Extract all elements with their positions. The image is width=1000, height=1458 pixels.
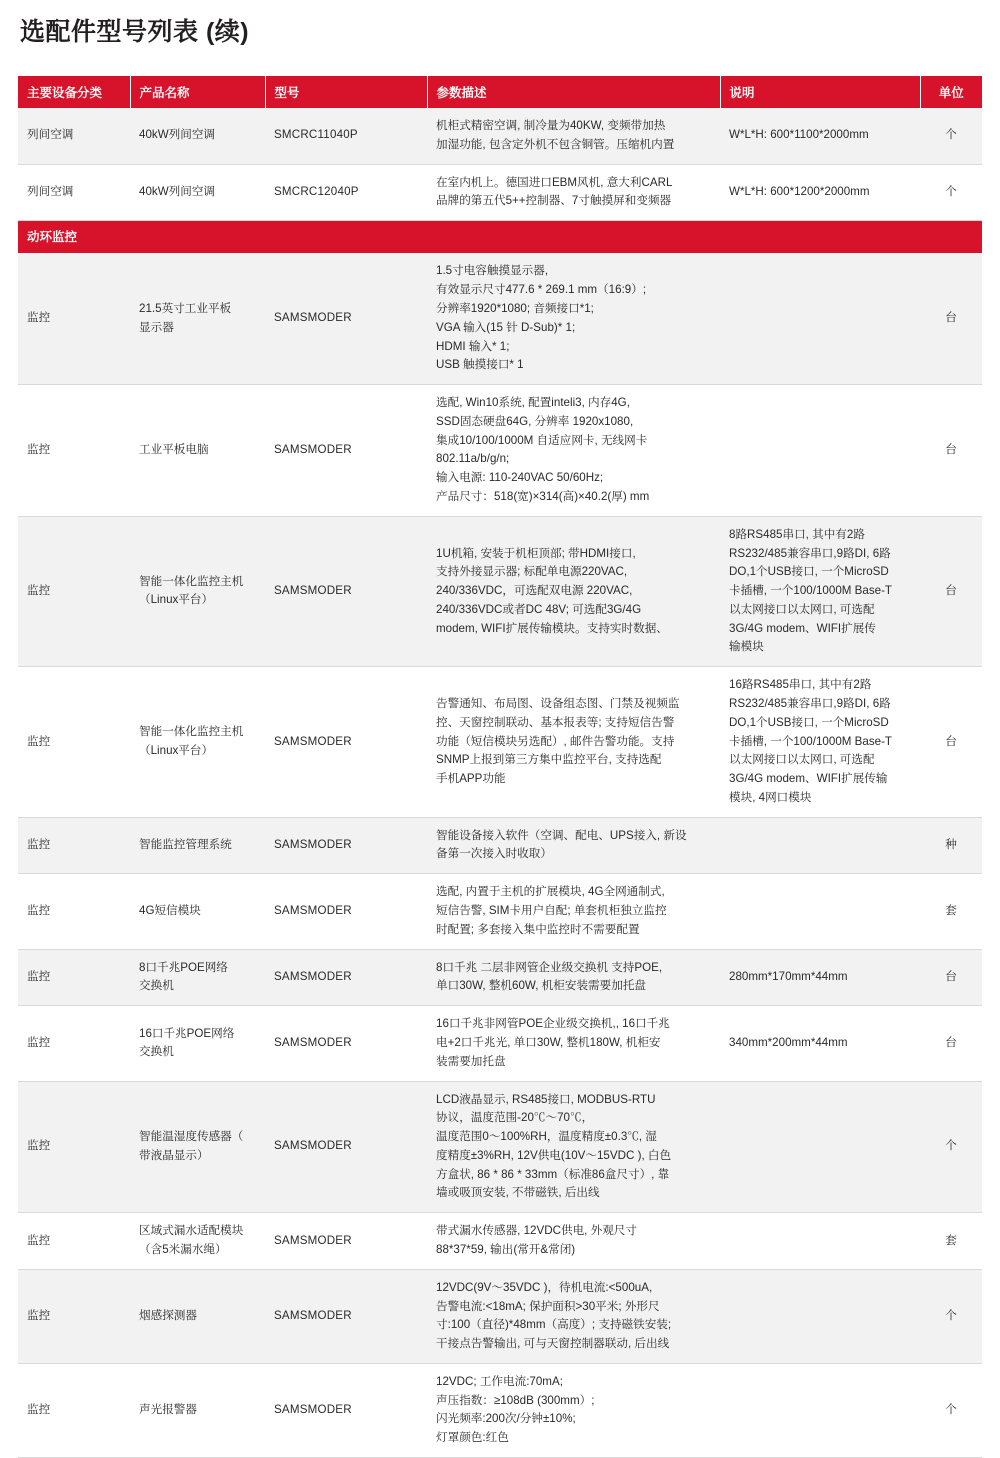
cell-unit <box>920 253 982 384</box>
text-line: 智能温湿度传感器（ <box>139 1130 244 1144</box>
text-line: 干接点告警输出, 可与天窗控制器联动, 后出线 <box>436 1337 670 1351</box>
cell-unit <box>920 1006 982 1081</box>
cell-description <box>720 164 920 221</box>
text-line: 套 <box>945 904 957 918</box>
text-line: 3G/4G modem、WIFI扩展传输 <box>729 772 888 786</box>
text-line: SAMSMODER <box>274 969 352 983</box>
table-header <box>18 76 982 108</box>
text-line: SMCRC11040P <box>274 128 358 142</box>
text-line: 产品尺寸：518(宽)×314(高)×40.2(厚) mm <box>436 489 650 503</box>
text-line: 个 <box>945 128 957 142</box>
cell-unit <box>920 817 982 874</box>
text-line: SAMSMODER <box>274 1308 352 1322</box>
text-line: 套 <box>945 1233 957 1247</box>
cell-category <box>18 949 130 1006</box>
cell-category <box>18 1081 130 1213</box>
cell-product-name <box>130 874 265 949</box>
text-line: DO,1个USB接口, 一个MicroSD <box>729 715 889 729</box>
text-line: 1U机箱, 安装于机柜顶部; 带HDMI接口, <box>436 546 636 560</box>
cell-description <box>720 253 920 384</box>
text-line: 以太网接口以太网口, 可选配 <box>729 602 875 616</box>
text-line: 输入电源: 110-240VAC 50/60Hz; <box>436 471 604 485</box>
table-row <box>18 253 982 384</box>
table-row <box>18 949 982 1006</box>
cell-model <box>265 1363 427 1457</box>
cell-parameters <box>427 1269 720 1363</box>
cell-unit <box>920 164 982 221</box>
text-line: 智能一体化监控主机 <box>139 725 244 739</box>
text-line: 单口30W, 整机60W, 机柜安装需要加托盘 <box>436 979 647 993</box>
table-row <box>18 874 982 949</box>
text-line: 88*37*59, 输出(常开&常闭) <box>436 1242 576 1256</box>
text-line: SAMSMODER <box>274 443 352 457</box>
cell-description <box>720 108 920 164</box>
cell-description <box>720 385 920 517</box>
cell-model <box>265 1269 427 1363</box>
text-line: 监控 <box>27 443 51 457</box>
text-line: RS232/485兼容串口,9路DI, 6路 <box>729 697 891 710</box>
cell-model <box>265 817 427 874</box>
text-line: 12VDC; 工作电流:70mA; <box>436 1374 563 1388</box>
table-row <box>18 108 982 164</box>
text-line: 8路RS485串口, 其中有2路 <box>729 527 865 541</box>
text-line: 模块, 4网口模块 <box>729 790 812 804</box>
text-line: 监控 <box>27 1139 51 1153</box>
cell-description <box>720 516 920 666</box>
text-line: 在室内机上。德国进口EBM风机, 意大利CARL <box>436 175 673 189</box>
cell-product-name <box>130 817 265 874</box>
text-line: DO,1个USB接口, 一个MicroSD <box>729 565 889 579</box>
text-line: 列间空调 <box>27 128 74 142</box>
text-line: 监控 <box>27 904 51 918</box>
cell-parameters <box>427 1213 720 1270</box>
cell-unit <box>920 1081 982 1213</box>
text-line: SMCRC12040P <box>274 184 359 198</box>
text-line: SSD固态硬盘64G, 分辨率 1920x1080, <box>436 414 634 428</box>
text-line: SAMSMODER <box>274 311 352 325</box>
cell-product-name <box>130 1006 265 1081</box>
text-line: 带液晶显示） <box>139 1148 209 1162</box>
text-line: 监控 <box>27 1233 51 1247</box>
text-line: 240/336VDC，可选配双电源 220VAC, <box>436 584 633 598</box>
cell-unit <box>920 1363 982 1457</box>
table-row <box>18 1006 982 1081</box>
text-line: 台 <box>945 311 957 325</box>
cell-unit <box>920 516 982 666</box>
cell-product-name <box>130 667 265 817</box>
text-line: 280mm*170mm*44mm <box>729 969 848 983</box>
text-line: 智能一体化监控主机 <box>139 574 244 588</box>
cell-model <box>265 874 427 949</box>
table-row <box>18 1269 982 1363</box>
cell-description <box>720 667 920 817</box>
cell-parameters <box>427 949 720 1006</box>
text-line: 监控 <box>27 969 51 983</box>
text-line: W*L*H: 600*1200*2000mm <box>729 184 870 198</box>
text-line: 列间空调 <box>27 184 74 198</box>
cell-description <box>720 1363 920 1457</box>
text-line: 手机APP功能 <box>436 772 506 786</box>
text-line: 交换机 <box>139 1045 174 1059</box>
table-row <box>18 817 982 874</box>
cell-category <box>18 164 130 221</box>
text-line: SAMSMODER <box>274 838 352 852</box>
cell-description <box>720 817 920 874</box>
text-line: 烟感探测器 <box>139 1308 197 1322</box>
table-row <box>18 164 982 221</box>
text-line: 21.5英寸工业平板 <box>139 301 232 315</box>
cell-parameters <box>427 874 720 949</box>
text-line: （Linux平台） <box>139 743 214 757</box>
cell-product-name <box>130 1363 265 1457</box>
text-line: SNMP上报到第三方集中监控平台, 支持选配 <box>436 753 662 767</box>
text-line: SAMSMODER <box>274 1403 352 1417</box>
cell-category <box>18 1363 130 1457</box>
cell-product-name <box>130 516 265 666</box>
text-line: 台 <box>945 584 957 598</box>
text-line: 备第一次接入时收取） <box>436 847 552 861</box>
column-header-description: 说明 <box>720 76 920 108</box>
text-line: 选配, Win10系统, 配置inteli3, 内存4G, <box>436 396 630 410</box>
page-title: 选配件型号列表 (续) <box>20 18 250 46</box>
text-line: SAMSMODER <box>274 734 352 748</box>
cell-model <box>265 1213 427 1270</box>
text-line: 显示器 <box>139 320 174 334</box>
text-line: 1.5寸电容触摸显示器, <box>436 264 549 278</box>
cell-model <box>265 108 427 164</box>
cell-description <box>720 1081 920 1213</box>
cell-model <box>265 253 427 384</box>
text-line: 有效显示尺寸477.6 * 269.1 mm（16:9）; <box>436 283 647 297</box>
cell-product-name <box>130 1081 265 1213</box>
text-line: 支持外接显示器; 标配单电源220VAC, <box>436 565 628 579</box>
text-line: 240/336VDC或者DC 48V; 可选配3G/4G <box>436 602 642 616</box>
text-line: 机柜式精密空调, 制冷量为40KW, 变频带加热 <box>436 119 666 132</box>
text-line: 时配置; 多套接入集中监控时不需要配置 <box>436 922 640 936</box>
cell-description <box>720 874 920 949</box>
cell-category <box>18 1213 130 1270</box>
text-line: 个 <box>945 184 957 198</box>
cell-category <box>18 817 130 874</box>
text-line: 监控 <box>27 1403 51 1417</box>
text-line: 台 <box>945 443 957 457</box>
text-line: 卡插槽, 一个100/1000M Base-T <box>729 584 893 598</box>
cell-unit <box>920 108 982 164</box>
text-line: 台 <box>945 734 957 748</box>
cell-product-name <box>130 385 265 517</box>
text-line: SAMSMODER <box>274 584 352 598</box>
text-line: 电+2口千兆光, 单口30W, 整机180W, 机柜安 <box>436 1035 661 1049</box>
text-line: 短信告警, SIM卡用户自配; 单套机柜独立监控 <box>436 904 667 918</box>
cell-category <box>18 667 130 817</box>
text-line: 智能设备接入软件（空调、配电、UPS接入, 新设 <box>436 828 687 842</box>
table-body <box>18 108 982 1458</box>
text-line: 8口千兆 二层非网管企业级交换机 支持POE, <box>436 960 663 974</box>
cell-product-name <box>130 1269 265 1363</box>
text-line: 个 <box>945 1139 957 1153</box>
cell-category <box>18 1269 130 1363</box>
cell-model <box>265 164 427 221</box>
text-line: 8口千兆POE网络 <box>139 960 228 974</box>
text-line: 802.11a/b/g/n; <box>436 452 510 466</box>
text-line: 16口千兆POE网络 <box>139 1026 235 1040</box>
text-line: 40kW列间空调 <box>139 184 216 198</box>
text-line: 16路RS485串口, 其中有2路 <box>729 678 872 692</box>
text-line: （含5米漏水绳） <box>139 1242 227 1256</box>
text-line: SAMSMODER <box>274 1139 352 1153</box>
text-line: modem, WIFI扩展传输模块。支持实时数据、 <box>436 621 668 635</box>
text-line: 16口千兆非网管POE企业级交换机,, 16口千兆 <box>436 1017 670 1031</box>
cell-parameters <box>427 1363 720 1457</box>
cell-category <box>18 253 130 384</box>
text-line: 3G/4G modem、WIFI扩展传 <box>729 621 876 635</box>
cell-category <box>18 1006 130 1081</box>
text-line: 告警电流:<18mA; 保护面积>30平米; 外形尺 <box>436 1299 660 1313</box>
cell-model <box>265 1081 427 1213</box>
text-line: 340mm*200mm*44mm <box>729 1035 848 1049</box>
text-line: SAMSMODER <box>274 1233 352 1247</box>
text-line: 交换机 <box>139 979 174 993</box>
cell-model <box>265 385 427 517</box>
column-header-unit: 单位 <box>920 76 982 108</box>
text-line: 智能监控管理系统 <box>139 838 232 852</box>
text-line: 闪光频率:200次/分钟±10%; <box>436 1412 576 1426</box>
cell-parameters <box>427 516 720 666</box>
text-line: W*L*H: 600*1100*2000mm <box>729 128 869 142</box>
text-line: HDMI 输入* 1; <box>436 339 510 353</box>
cell-unit <box>920 667 982 817</box>
section-header-row <box>18 221 982 254</box>
text-line: （Linux平台） <box>139 593 214 607</box>
cell-parameters <box>427 253 720 384</box>
table-row <box>18 1081 982 1213</box>
text-line: 协议，温度范围-20℃～70℃， <box>436 1111 594 1125</box>
text-line: 带式漏水传感器, 12VDC供电, 外观尺寸 <box>436 1224 637 1238</box>
text-line: SAMSMODER <box>274 1035 352 1049</box>
text-line: 个 <box>945 1308 957 1322</box>
text-line: 声压指数：≥108dB (300mm）; <box>436 1393 595 1407</box>
cell-unit <box>920 385 982 517</box>
cell-parameters <box>427 1081 720 1213</box>
text-line: 卡插槽, 一个100/1000M Base-T <box>729 734 893 748</box>
text-line: LCD液晶显示, RS485接口, MODBUS-RTU <box>436 1092 656 1106</box>
text-line: 品牌的第五代5++控制器、7寸触摸屏和变频器 <box>436 194 672 208</box>
cell-model <box>265 1006 427 1081</box>
text-line: 度精度±3%RH, 12V供电(10V～15VDC ), 白色 <box>436 1148 672 1162</box>
table-row <box>18 385 982 517</box>
table-row <box>18 667 982 817</box>
cell-model <box>265 949 427 1006</box>
cell-parameters <box>427 108 720 164</box>
cell-unit <box>920 1213 982 1270</box>
text-line: 监控 <box>27 1308 51 1322</box>
column-header-parameters: 参数描述 <box>427 76 720 108</box>
text-line: 个 <box>945 1403 957 1417</box>
text-line: 监控 <box>27 838 51 852</box>
text-line: 分辨率1920*1080; 音频接口*1; <box>436 301 594 315</box>
cell-product-name <box>130 1213 265 1270</box>
cell-unit <box>920 1269 982 1363</box>
text-line: SAMSMODER <box>274 904 352 918</box>
text-line: USB 触摸接口* 1 <box>436 358 524 372</box>
column-header-product-name: 产品名称 <box>130 76 265 108</box>
cell-parameters <box>427 1006 720 1081</box>
text-line: 监控 <box>27 734 51 748</box>
table-row <box>18 1213 982 1270</box>
text-line: RS232/485兼容串口,9路DI, 6路 <box>729 546 891 560</box>
cell-description <box>720 1213 920 1270</box>
cell-parameters <box>427 667 720 817</box>
text-line: 集成10/100/1000M 自适应网卡, 无线网卡 <box>436 433 648 447</box>
cell-category <box>18 385 130 517</box>
text-line: 12VDC(9V～35VDC )，待机电流:<500uA, <box>436 1280 653 1294</box>
text-line: 4G短信模块 <box>139 904 201 918</box>
cell-unit <box>920 874 982 949</box>
table-header-row <box>18 76 982 108</box>
cell-category <box>18 108 130 164</box>
cell-model <box>265 516 427 666</box>
cell-parameters <box>427 817 720 874</box>
text-line: 加湿功能, 包含定外机不包含铜管。压缩机内置 <box>436 137 675 151</box>
cell-product-name <box>130 164 265 221</box>
cell-model <box>265 667 427 817</box>
column-header-model: 型号 <box>265 76 427 108</box>
cell-description <box>720 1269 920 1363</box>
text-line: 控、天窗控制联动、基本报表等; 支持短信告警 <box>436 715 675 729</box>
text-line: 工业平板电脑 <box>139 443 209 457</box>
cell-product-name <box>130 253 265 384</box>
table-row <box>18 516 982 666</box>
cell-product-name <box>130 108 265 164</box>
text-line: 墙或吸顶安装, 不带磁铁, 后出线 <box>436 1186 600 1200</box>
cell-parameters <box>427 385 720 517</box>
text-line: 区域式漏水适配模块 <box>139 1224 244 1238</box>
text-line: 选配, 内置于主机的扩展模块, 4G全网通制式, <box>436 885 665 899</box>
text-line: 灯罩颜色:红色 <box>436 1431 509 1445</box>
text-line: 装需要加托盘 <box>436 1054 506 1068</box>
cell-description <box>720 949 920 1006</box>
text-line: 温度范围0～100%RH，温度精度±0.3℃, 湿 <box>436 1130 657 1144</box>
text-line: 寸:100（直径)*48mm（高度）; 支持磁铁安装; <box>436 1318 672 1332</box>
cell-parameters <box>427 164 720 221</box>
cell-unit <box>920 949 982 1006</box>
table-row <box>18 1363 982 1457</box>
text-line: 方盒状, 86 * 86 * 33mm（标准86盒尺寸）, 靠 <box>436 1167 670 1181</box>
text-line: 输模块 <box>729 640 764 654</box>
text-line: 监控 <box>27 1035 51 1049</box>
section-header-label: 动环监控 <box>18 221 982 254</box>
cell-category <box>18 516 130 666</box>
text-line: 40kW列间空调 <box>139 128 216 142</box>
cell-product-name <box>130 949 265 1006</box>
text-line: 功能（短信模块另选配）, 邮件告警功能。支持 <box>436 734 675 748</box>
cell-description <box>720 1006 920 1081</box>
text-line: 监控 <box>27 584 51 598</box>
text-line: 种 <box>945 838 957 852</box>
text-line: 以太网接口以太网口, 可选配 <box>729 753 875 767</box>
text-line: 监控 <box>27 311 51 325</box>
column-header-category: 主要设备分类 <box>18 76 130 108</box>
text-line: 台 <box>945 1035 957 1049</box>
text-line: 声光报警器 <box>139 1403 197 1417</box>
text-line: 台 <box>945 969 957 983</box>
cell-category <box>18 874 130 949</box>
text-line: 告警通知、布局图、设备组态图、门禁及视频监 <box>436 697 680 710</box>
text-line: VGA 输入(15 针 D-Sub)* 1; <box>436 320 576 334</box>
optional-parts-spec-table <box>18 76 982 1458</box>
